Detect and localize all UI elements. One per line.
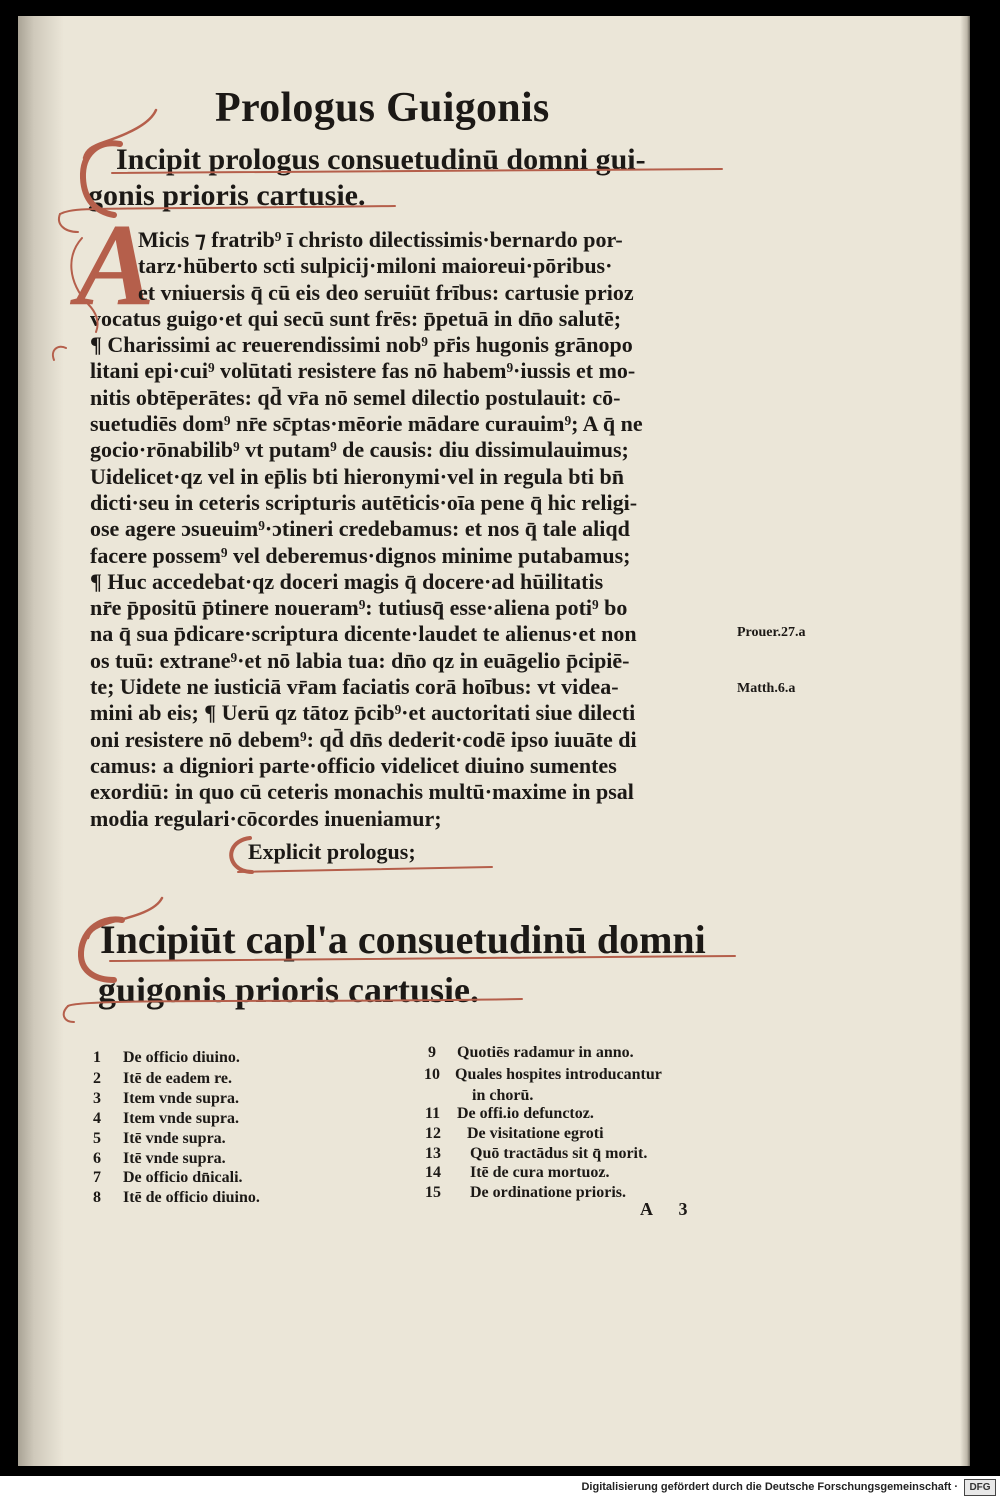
page-gutter-shadow	[18, 16, 64, 1466]
toc-entry: De visitatione egroti	[467, 1125, 604, 1142]
toc-number: 4	[93, 1110, 101, 1127]
toc-entry: Itē vnde supra.	[123, 1130, 226, 1147]
toc-number: 12	[425, 1125, 441, 1142]
toc-number: 14	[425, 1164, 441, 1181]
body-line: tarz·hūberto scti sulpicij·miloni maioreui·pōribus·	[138, 253, 613, 279]
margin-note-proverbs: Prouer.27.a	[737, 625, 806, 640]
footer-credit	[581, 1481, 958, 1494]
prologue-heading-line-1: Incipit prologus consuetudinū domni gui-	[116, 143, 646, 176]
toc-entry: Itē de eadem re.	[123, 1070, 232, 1087]
body-line: ose agere ɔsueuim⁹·ɔtineri credebamus: et nos q̄ tale aliqd	[90, 516, 630, 542]
toc-entry: Itē vnde supra.	[123, 1150, 226, 1167]
toc-entry: Itē de cura mortuoz.	[470, 1164, 610, 1181]
toc-entry: Quales hospites introducantur	[455, 1066, 662, 1083]
body-line: os tuū: extrane⁹·et nō labia tua: dn̄o qz in euāgelio p̄cipiē-	[90, 647, 630, 673]
body-line: ¶ Charissimi ac reuerendissimi nob⁹ pr̄is hugonis grānopo	[90, 332, 633, 358]
body-line: mini ab eis; ¶ Uerū qz tātoz p̄cib⁹·et auctoritati siue dilecti	[90, 700, 636, 726]
toc-number: 10	[424, 1066, 440, 1083]
toc-number: 5	[93, 1130, 101, 1147]
toc-number: 3	[93, 1090, 101, 1107]
footer-separator: ·	[954, 1481, 958, 1493]
chapters-heading-line-2: guigonis prioris cartusie.	[98, 970, 480, 1010]
toc-number: 9	[428, 1044, 436, 1061]
toc-number: 15	[425, 1184, 441, 1201]
chapters-heading-line-1: Incipiūt capl'a consuetudinū domni	[100, 917, 706, 962]
body-line: nitis obtēperātes: qd̄ vr̄a nō semel dilectio postulauit: cō-	[90, 384, 621, 410]
toc-entry: Quotiēs radamur in anno.	[457, 1044, 634, 1061]
dfg-logo: DFG	[964, 1479, 996, 1496]
toc-number: 2	[93, 1070, 101, 1087]
toc-entry: De ordinatione prioris.	[470, 1184, 626, 1201]
explicit-line: Explicit prologus;	[248, 839, 416, 864]
body-line: et vniuersis q̄ cū eis deo seruiūt frībus: cartusie prioz	[138, 279, 634, 305]
toc-entry-continuation: in chorū.	[472, 1087, 534, 1104]
body-line: dicti·seu in ceteris scripturis autēticis·oīa pene q̄ hic religi-	[90, 489, 638, 515]
prologue-heading-line-2: gonis prioris cartusie.	[88, 179, 366, 212]
body-line: nr̄e p̄positū p̄tinere noueram⁹: tutiusq̄ esse·aliena poti⁹ bo	[90, 595, 628, 621]
prologue-body	[90, 227, 643, 832]
toc-number: 13	[425, 1145, 441, 1162]
toc-number: 11	[425, 1105, 441, 1122]
body-line: litani epi·cui⁹ volūtati resistere fas nō habem⁹·iussis et mo-	[90, 358, 636, 384]
toc-entry: De offi.io defunctoz.	[457, 1105, 594, 1122]
rubricated-initial-a: A	[76, 199, 155, 330]
toc-entry: Item vnde supra.	[123, 1110, 240, 1127]
body-line: vocatus guigo·et qui secū sunt frēs: p̄petuā in dn̄o salutē;	[90, 305, 622, 331]
body-line: camus: a digniori parte·officio videlicet diuino sumentes	[90, 752, 617, 778]
margin-note-matthew: Matth.6.a	[737, 681, 796, 696]
body-line: Uidelicet·qz vel in ep̄lis bti hieronymi·vel in regula bti bn̄	[90, 463, 624, 489]
toc-number: 8	[93, 1189, 101, 1206]
body-line: ¶ Huc accedebat·qz doceri magis q̄ docere·ad hūilitatis	[90, 568, 604, 594]
toc-entry: De officio diuino.	[123, 1049, 240, 1066]
body-line: exordiū: in quo cū ceteris monachis multū·maxime in psal	[90, 779, 634, 805]
body-line: facere possem⁹ vel deberemus·dignos minime putabamus;	[90, 542, 631, 568]
body-line: modia regulari·cōcordes inueniamur;	[90, 805, 442, 831]
body-line: suetudiēs dom⁹ nr̄e sc̄ptas·mēorie mādare curauim⁹; A q̄ ne	[90, 411, 643, 437]
toc-number: 1	[93, 1049, 101, 1066]
toc-entry: De officio dn̄icali.	[123, 1169, 243, 1186]
body-line: na q̄ sua p̄dicare·scriptura dicente·laudet te alienus·et non	[90, 621, 637, 647]
toc-number: 7	[93, 1169, 101, 1186]
signature-mark: A 3	[640, 1199, 688, 1219]
body-line: te; Uidete ne iusticiā vr̄am faciatis corā hoībus: vt videa-	[90, 674, 619, 700]
page-fore-edge	[960, 16, 970, 1466]
body-line: Micis ⁊ fratrib⁹ ī christo dilectissimis·bernardo por-	[138, 227, 623, 252]
toc-number: 6	[93, 1150, 101, 1167]
toc-entry: Itē de officio diuino.	[123, 1189, 260, 1206]
digitization-footer	[0, 1476, 1000, 1498]
toc-entry: Quō tractādus sit q̄ morit.	[470, 1145, 648, 1162]
body-line: oni resistere nō debem⁹: qd̄ dn̄s dederit·codē ipso iuuāte di	[90, 726, 637, 752]
running-head: Prologus Guigonis	[215, 85, 550, 131]
toc-entry: Item vnde supra.	[123, 1090, 240, 1107]
body-line: gocio·rōnabilib⁹ vt putam⁹ de causis: diu dissimulauimus;	[90, 437, 629, 463]
footer-credit-text: Digitalisierung gefördert durch die Deutsche Forschungsgemeinschaft	[581, 1481, 952, 1493]
